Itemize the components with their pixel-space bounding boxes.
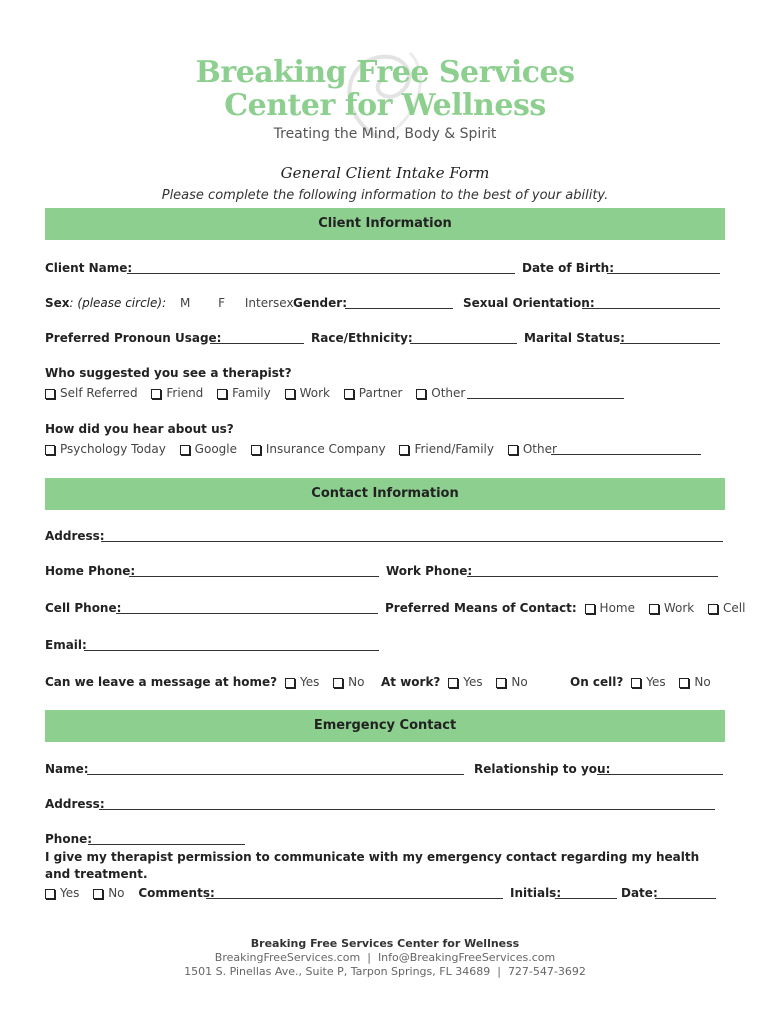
checkbox-icon bbox=[448, 678, 458, 688]
initials-label: Initials: bbox=[510, 886, 562, 900]
pref-option-work[interactable]: Work bbox=[649, 601, 694, 615]
section-client-information: Client Information bbox=[45, 208, 725, 240]
pronoun-label: Preferred Pronoun Usage: bbox=[45, 331, 222, 345]
checkbox-icon bbox=[416, 389, 426, 399]
checkbox-icon bbox=[45, 389, 55, 399]
footer-email[interactable]: Info@BreakingFreeServices.com bbox=[377, 951, 556, 964]
home-phone-field[interactable] bbox=[129, 576, 379, 577]
marital-label: Marital Status: bbox=[524, 331, 625, 345]
tagline: Treating the Mind, Body & Spirit bbox=[273, 126, 497, 142]
permission-row bbox=[45, 886, 215, 900]
client-name-label: Client Name: bbox=[45, 261, 133, 275]
how-heard-options bbox=[45, 442, 567, 456]
checkbox-icon bbox=[585, 604, 595, 614]
dob-field[interactable] bbox=[607, 273, 720, 274]
permission-yes[interactable]: Yes bbox=[45, 886, 79, 900]
sex-note: : (please circle): bbox=[69, 296, 167, 310]
email-label: Email: bbox=[45, 638, 87, 652]
how-heard-question: How did you hear about us? bbox=[45, 422, 234, 436]
emergency-address-label: Address: bbox=[45, 797, 105, 811]
how-option-insurance[interactable]: Insurance Company bbox=[251, 442, 386, 456]
footer-contact-line: BreakingFreeServices.com | Info@BreakingFreeServices.com bbox=[214, 951, 556, 964]
checkbox-icon bbox=[285, 389, 295, 399]
cell-phone-label: Cell Phone: bbox=[45, 601, 122, 615]
footer-address-line: 1501 S. Pinellas Ave., Suite P, Tarpon Springs, FL 34689 | 727-547-3692 bbox=[184, 965, 586, 978]
sex-label: Sex bbox=[45, 296, 70, 310]
emergency-phone-label: Phone: bbox=[45, 832, 93, 846]
preferred-contact-label: Preferred Means of Contact: bbox=[385, 601, 577, 615]
sex-row bbox=[45, 296, 294, 310]
work-phone-label: Work Phone: bbox=[386, 564, 473, 578]
footer-org: Breaking Free Services Center for Wellness bbox=[250, 937, 520, 950]
who-option-self[interactable]: Self Referred bbox=[45, 386, 138, 400]
preferred-contact-row bbox=[385, 601, 755, 615]
msg-home-yes[interactable]: Yes bbox=[285, 675, 319, 689]
address-field[interactable] bbox=[101, 541, 723, 542]
orientation-field[interactable] bbox=[582, 308, 720, 309]
checkbox-icon bbox=[649, 604, 659, 614]
msg-cell-yes[interactable]: Yes bbox=[631, 675, 665, 689]
email-field[interactable] bbox=[84, 650, 379, 651]
date-label: Date: bbox=[621, 886, 658, 900]
comments-field[interactable] bbox=[206, 898, 503, 899]
checkbox-icon bbox=[285, 678, 295, 688]
comments-label: Comments: bbox=[138, 886, 215, 900]
dob-label: Date of Birth: bbox=[522, 261, 615, 275]
checkbox-icon bbox=[217, 389, 227, 399]
form-title: General Client Intake Form bbox=[280, 164, 490, 182]
checkbox-icon bbox=[151, 389, 161, 399]
who-option-friend[interactable]: Friend bbox=[151, 386, 203, 400]
checkbox-icon bbox=[344, 389, 354, 399]
relationship-field[interactable] bbox=[597, 774, 723, 775]
address-label: Address: bbox=[45, 529, 105, 543]
who-option-family[interactable]: Family bbox=[217, 386, 271, 400]
home-phone-label: Home Phone: bbox=[45, 564, 136, 578]
who-suggested-question: Who suggested you see a therapist? bbox=[45, 366, 292, 380]
footer-address: 1501 S. Pinellas Ave., Suite P, Tarpon Springs, FL 34689 bbox=[184, 965, 491, 978]
work-phone-field[interactable] bbox=[467, 576, 718, 577]
race-label: Race/Ethnicity: bbox=[311, 331, 413, 345]
checkbox-icon bbox=[333, 678, 343, 688]
checkbox-icon bbox=[708, 604, 718, 614]
logo-line-1: Breaking Free Services bbox=[195, 55, 575, 90]
msg-work-yes[interactable]: Yes bbox=[448, 675, 482, 689]
who-other-field[interactable] bbox=[467, 398, 624, 399]
checkbox-icon bbox=[251, 445, 261, 455]
race-field[interactable] bbox=[410, 343, 517, 344]
gender-label: Gender: bbox=[293, 296, 347, 310]
relationship-label: Relationship to you: bbox=[474, 762, 611, 776]
section-emergency-contact: Emergency Contact bbox=[45, 710, 725, 742]
checkbox-icon bbox=[45, 445, 55, 455]
form-subtitle: Please complete the following information to the best of your ability. bbox=[161, 188, 609, 203]
emergency-name-label: Name: bbox=[45, 762, 89, 776]
emergency-phone-field[interactable] bbox=[88, 844, 245, 845]
pref-option-cell[interactable]: Cell bbox=[708, 601, 745, 615]
how-option-psychology-today[interactable]: Psychology Today bbox=[45, 442, 166, 456]
msg-cell-no[interactable]: No bbox=[679, 675, 710, 689]
pronoun-field[interactable] bbox=[210, 343, 304, 344]
msg-work-no[interactable]: No bbox=[496, 675, 527, 689]
marital-field[interactable] bbox=[620, 343, 720, 344]
permission-no[interactable]: No bbox=[93, 886, 124, 900]
client-name-field[interactable] bbox=[127, 273, 515, 274]
msg-cell-row bbox=[570, 675, 711, 689]
date-field[interactable] bbox=[655, 898, 716, 899]
how-other-field[interactable] bbox=[551, 454, 701, 455]
who-suggested-options bbox=[45, 386, 475, 400]
footer-phone: 727-547-3692 bbox=[507, 965, 586, 978]
permission-statement: I give my therapist permission to communicate with my emergency contact regarding my health and treatment. bbox=[45, 850, 700, 881]
who-option-partner[interactable]: Partner bbox=[344, 386, 403, 400]
msg-cell-label: On cell? bbox=[570, 675, 624, 689]
msg-home-row bbox=[45, 675, 374, 689]
who-option-other[interactable]: Other bbox=[416, 386, 465, 400]
checkbox-icon bbox=[496, 678, 506, 688]
logo-line-2: Center for Wellness bbox=[224, 88, 546, 123]
checkbox-icon bbox=[679, 678, 689, 688]
checkbox-icon bbox=[508, 445, 518, 455]
footer-website[interactable]: BreakingFreeServices.com bbox=[214, 951, 361, 964]
pref-option-home[interactable]: Home bbox=[585, 601, 635, 615]
sex-option-m[interactable]: M bbox=[179, 296, 191, 310]
checkbox-icon bbox=[399, 445, 409, 455]
checkbox-icon bbox=[93, 889, 103, 899]
initials-field[interactable] bbox=[555, 898, 617, 899]
emergency-name-field[interactable] bbox=[87, 774, 464, 775]
msg-work-row bbox=[381, 675, 538, 689]
section-contact-information: Contact Information bbox=[45, 478, 725, 510]
how-option-google[interactable]: Google bbox=[180, 442, 237, 456]
gender-field[interactable] bbox=[345, 308, 453, 309]
checkbox-icon bbox=[45, 889, 55, 899]
orientation-label: Sexual Orientation: bbox=[463, 296, 595, 310]
checkbox-icon bbox=[180, 445, 190, 455]
sex-option-intersex[interactable]: Intersex bbox=[244, 296, 294, 310]
msg-home-no[interactable]: No bbox=[333, 675, 364, 689]
who-option-work[interactable]: Work bbox=[285, 386, 330, 400]
checkbox-icon bbox=[631, 678, 641, 688]
msg-work-label: At work? bbox=[381, 675, 441, 689]
cell-phone-field[interactable] bbox=[116, 613, 378, 614]
sex-option-f[interactable]: F bbox=[218, 296, 226, 310]
how-option-other[interactable]: Other bbox=[508, 442, 557, 456]
emergency-address-field[interactable] bbox=[99, 809, 715, 810]
how-option-friend-family[interactable]: Friend/Family bbox=[399, 442, 494, 456]
msg-home-label: Can we leave a message at home? bbox=[45, 675, 278, 689]
